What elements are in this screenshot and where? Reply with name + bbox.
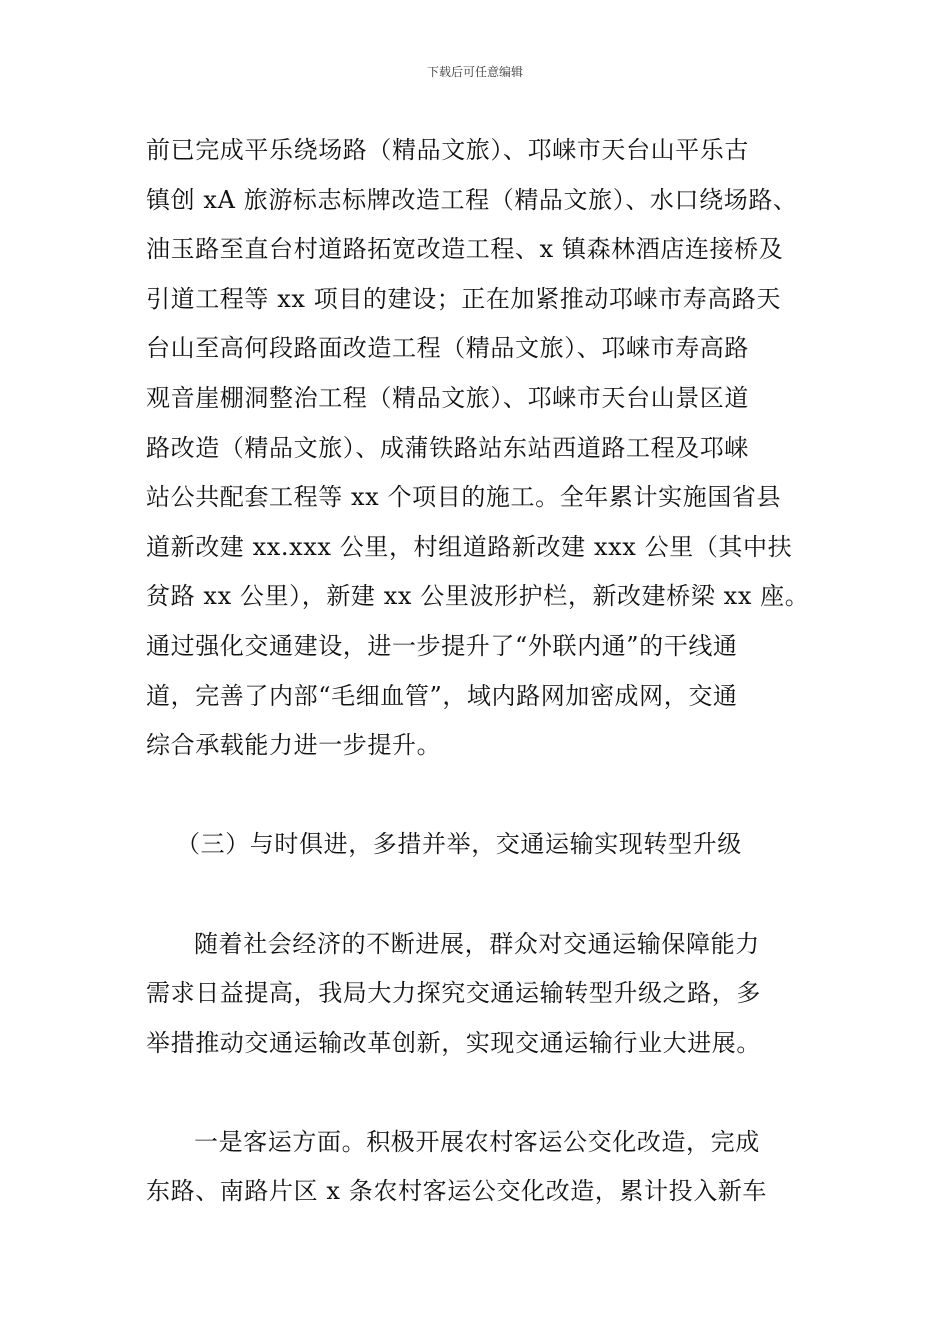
- paragraph-spacer: [146, 771, 826, 821]
- text-line: 东路、南路片区 x 条农村客运公交化改造，累计投入新车: [146, 1177, 767, 1206]
- document-body: [146, 126, 826, 1217]
- text-line: 道，完善了内部“毛细血管”，域内路网加密成网，交通: [146, 681, 738, 710]
- text-line: 观音崖棚洞整治工程（精品文旅）、邛崃市天台山景区道: [146, 383, 749, 412]
- paragraph-transformation-intro: [146, 920, 826, 1069]
- paragraph-spacer: [146, 870, 826, 920]
- text-line: 综合承载能力进一步提升。: [146, 731, 442, 760]
- text-line: 镇创 xA 旅游标志标牌改造工程（精品文旅）、水口绕场路、: [146, 185, 798, 214]
- text-line: 站公共配套工程等 xx 个项目的施工。全年累计实施国省县: [146, 483, 782, 512]
- text-line: 道新改建 xx.xxx 公里，村组道路新改建 xxx 公里（其中扶: [146, 532, 793, 561]
- text-line: 台山至高何段路面改造工程（精品文旅）、邛崃市寿高路: [146, 334, 749, 363]
- paragraph-road-construction: [146, 126, 826, 771]
- paragraph-spacer: [146, 1068, 826, 1118]
- text-line: 油玉路至直台村道路拓宽改造工程、x 镇森林酒店连接桥及: [146, 235, 784, 264]
- section-heading-text: （三）与时俱进，多措并举，交通运输实现转型升级: [176, 830, 742, 859]
- section-heading: [146, 820, 826, 870]
- text-line: 贫路 xx 公里），新建 xx 公里波形护栏，新改建桥梁 xx 座。: [146, 582, 810, 611]
- text-line: 路改造（精品文旅）、成蒲铁路站东站西道路工程及邛崃: [146, 433, 749, 462]
- text-line: 引道工程等 xx 项目的建设；正在加紧推动邛崃市寿高路天: [146, 284, 782, 313]
- page-header: 下载后可任意编辑: [426, 65, 523, 79]
- text-line: 举措推动交通运输改革创新，实现交通运输行业大进展。: [146, 1028, 761, 1057]
- text-line: 随着社会经济的不断进展，群众对交通运输保障能力: [194, 929, 760, 958]
- text-line: 通过强化交通建设，进一步提升了“外联内通”的干线通: [146, 631, 738, 660]
- text-line: 需求日益提高，我局大力探究交通运输转型升级之路，多: [146, 979, 761, 1008]
- text-line: 前已完成平乐绕场路（精品文旅）、邛崃市天台山平乐古: [146, 136, 749, 164]
- paragraph-passenger-transport: [146, 1118, 826, 1217]
- text-line: 一是客运方面。积极开展农村客运公交化改造，完成: [194, 1127, 760, 1156]
